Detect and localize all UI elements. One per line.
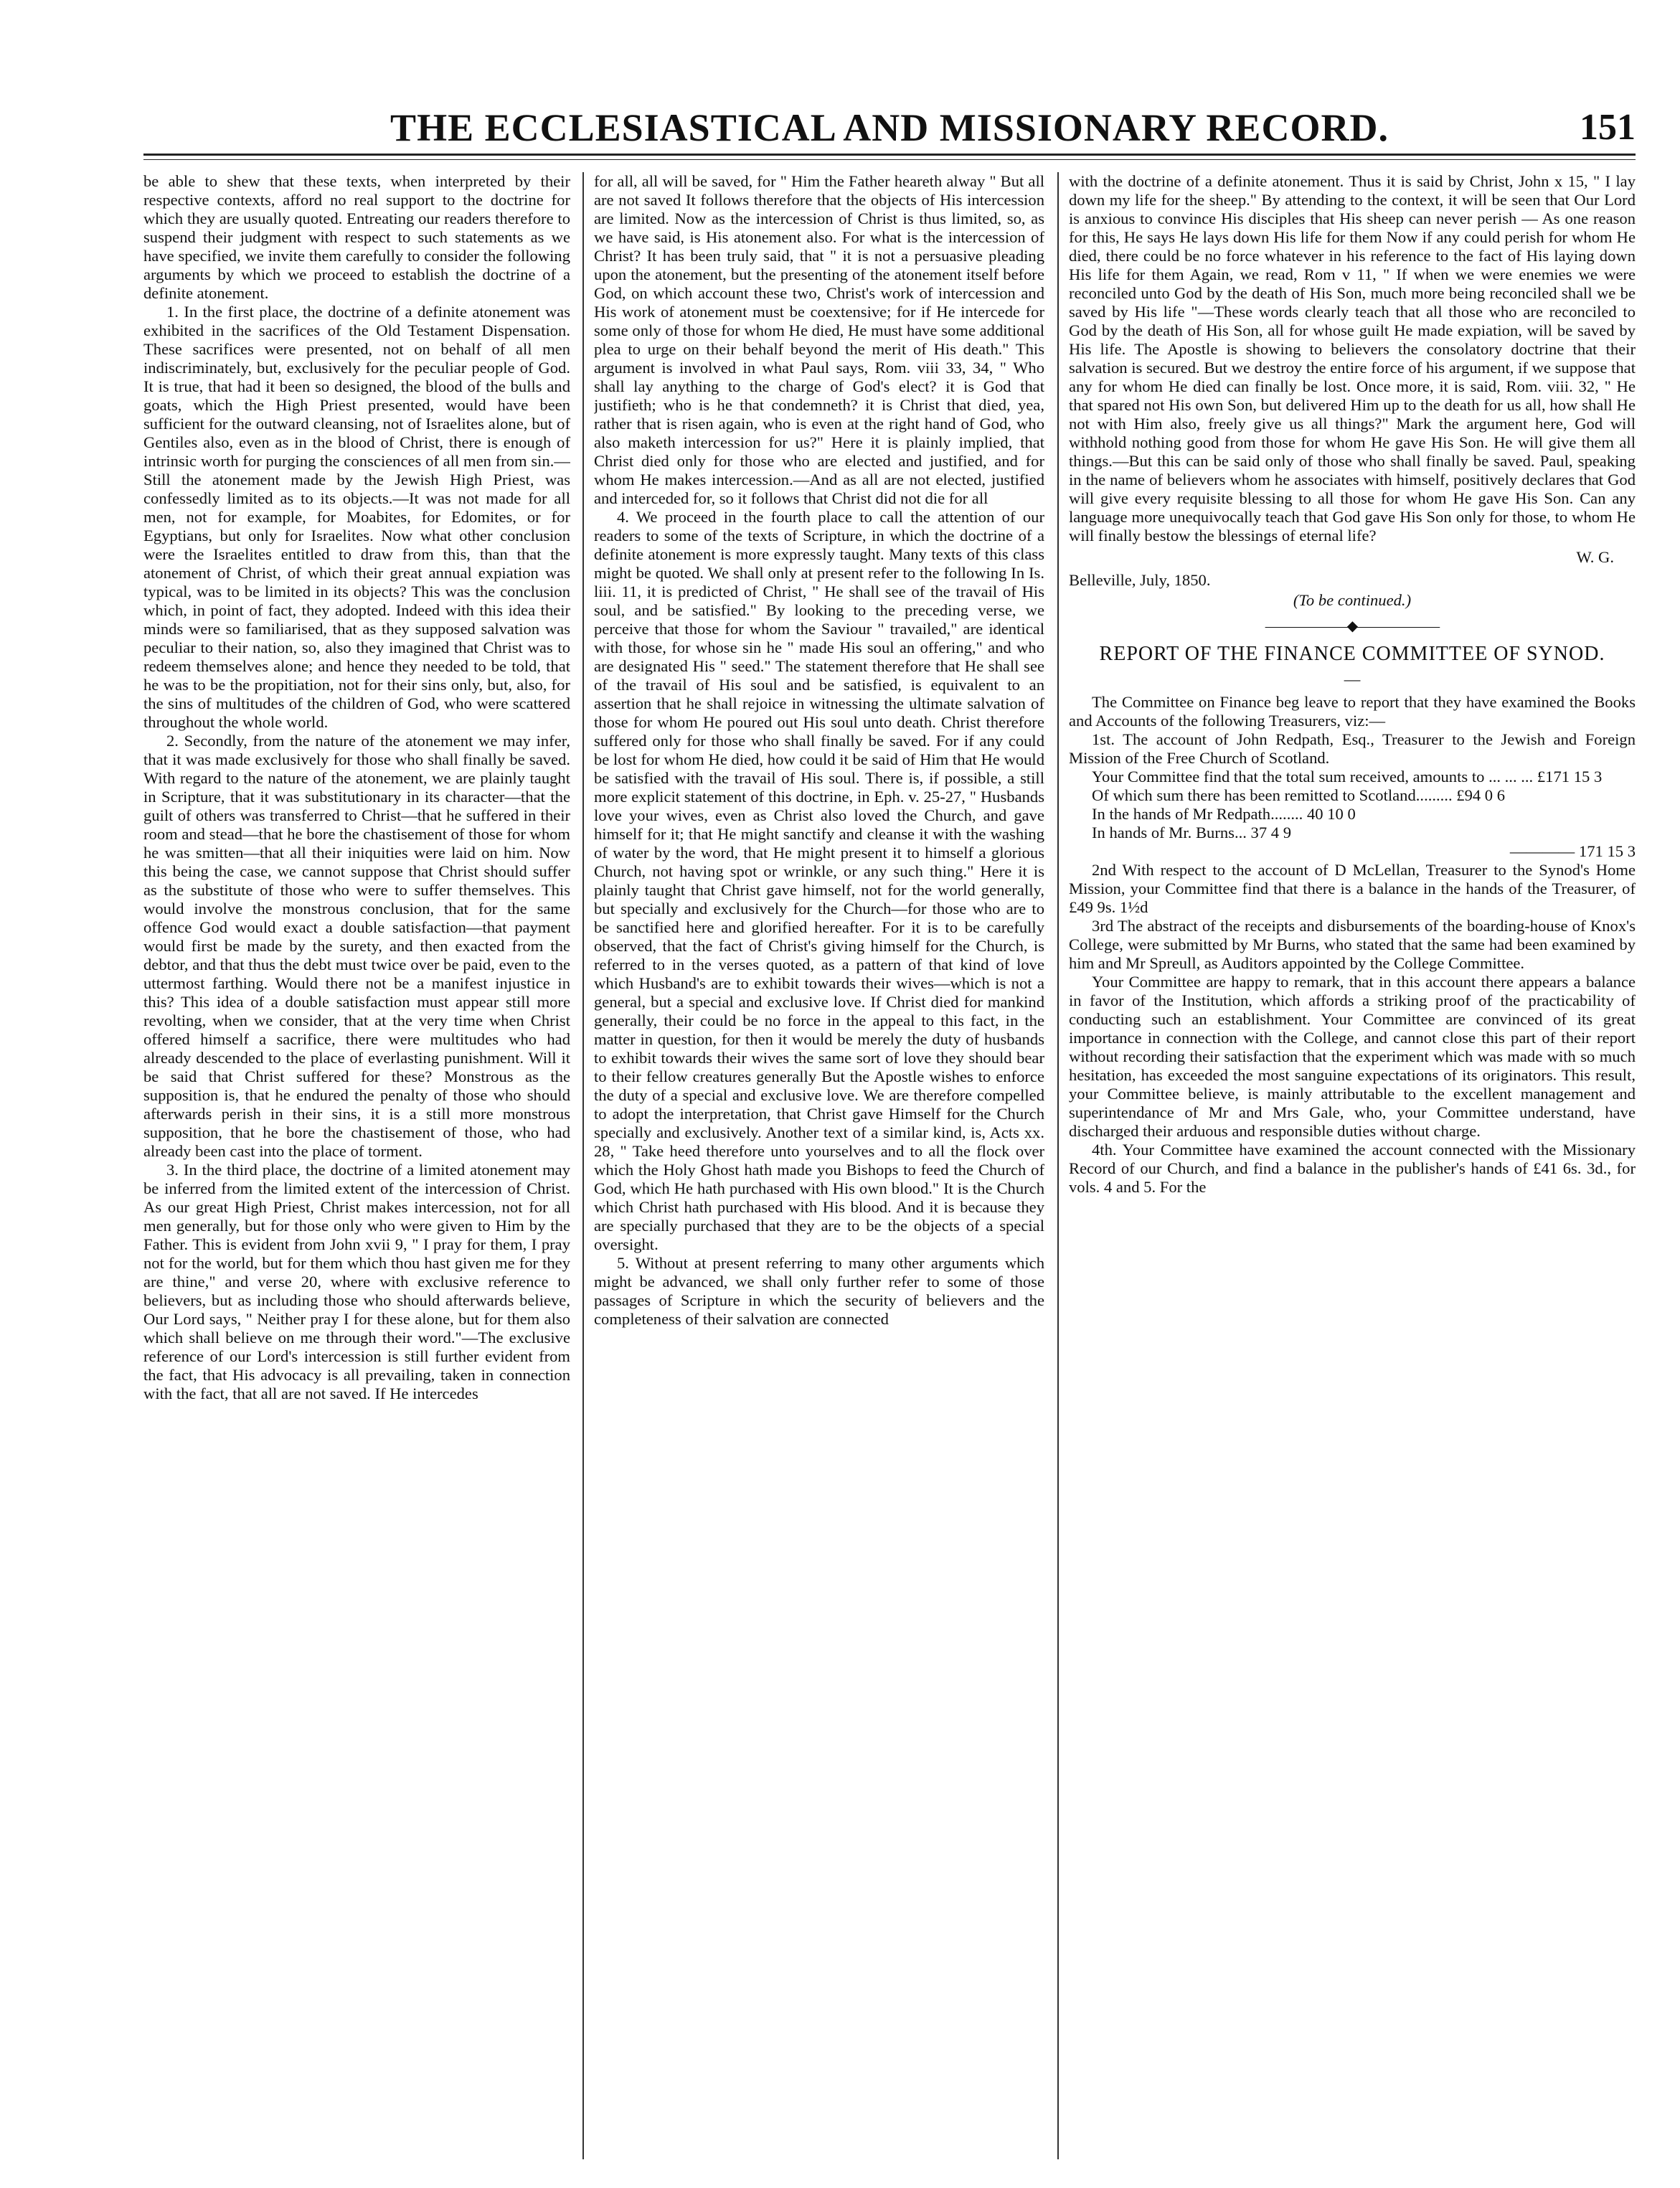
dot-leader: .........	[1415, 786, 1453, 804]
remitted-label: Of which sum there has been remitted to Scotland	[1092, 786, 1416, 804]
running-title: THE ECCLESIASTICAL AND MISSIONARY RECORD.	[390, 106, 1389, 149]
page-number: 151	[1580, 107, 1636, 148]
section-ornament: ——————◆——————	[1265, 618, 1440, 634]
col3-paragraph: with the doctrine of a definite atonement. Thus it is said by Christ, John x 15, " I lay down my life for the sheep." By attending to the context, it will be seen that Our Lord is anxious to convince His disciples that His sheep can never perish — As one reason for this, He says He lays down His life for them Now if any could perish for whom He died, there could be no force whatever in his reference to the fact of His laying down His life for them Again, we read, Rom v 11, " If when we were enemies we were reconciled unto God by the death of His Son, much more being reconciled shall we be saved by His life "—These words clearly teach that all those who are reconciled to God by the death of His Son, all for whose guilt He made expiation, will be saved by His life. The Apostle is showing to believers the consolatory doctrine that their salvation is secured. But we destroy the entire force of his argument, if we suppose that any for whom He died can finally be lost. Once more, it is said, Rom. viii. 32, " He that spared not His own Son, but delivered Him up to the death for us all, how shall He not with Him also, freely give us all things?" Mark the argument here, God will withhold nothing good from those for whom He gave His Son. He will give them all things.—But this can be said only of those who shall finally be saved. Paul, speaking in the name of believers whom he associates with himself, positively declares that God will give every requisite blessing to all those for whom He gave His Son. Can any language more unequivocally teach that God gave His Son only for those, to whom He will finally bestow the blessings of eternal life?	[1069, 172, 1636, 544]
col1-paragraph: 2. Secondly, from the nature of the atonement we may infer, that it was made exclusively for those who shall finally be saved. With regard to the nature of the atonement, we are plainly taught in Scripture, that it was substitutionary in its character—that the guilt of others was transferred to Christ—that he suffered in their room and stead—that he bore the chastisement of those for whom he was smitten—that all their iniquities were laid on him. Now this being the case, we cannot suppose that Christ should suffer as the substitute of those who were to suffer themselves. This would involve the monstrous conclusion, that for the same offence God would exact a double satisfaction—that payment would first be made by the surety, and then exacted from the debtor, and that thus the debt must twice over be paid, even to the uttermost farthing. Would there not be a manifest injustice in this? This idea of a double satisfaction must appear still more revolting, when we consider, that at the very time when Christ offered himself a sacrifice, there were multitudes who had already descended to the place of everlasting punishment. Will it be said that Christ suffered for these? Monstrous as the supposition is, that he endured the penalty of those who should afterwards perish in their sins, it is a still more monstrous supposition, that he bore the chastisement of those, who had already been cast into the place of torment.	[143, 732, 570, 1160]
header-rule-thin	[143, 159, 1636, 160]
continued-note: (To be continued.)	[1293, 591, 1412, 609]
column-3	[1069, 172, 1636, 2159]
report-paragraph: 2nd With respect to the account of D McLellan, Treasurer to the Synod's Home Mission, your Committee find that there is a balance in the hands of the Treasurer, of £49 9s. 1½d	[1069, 861, 1636, 916]
dot-leader: ........	[1270, 805, 1303, 823]
col2-paragraph: 5. Without at present referring to many other arguments which might be advanced, we shall only further refer to some of those passages of Scripture in which the security of believers and the completeness of their salvation are connected	[594, 1254, 1044, 1328]
report-paragraph: Your Committee are happy to remark, that in this account there appears a balance in favor of the Institution, which affords a striking proof of the practicability of conducting such an establishment. Your Committee are convinced of its great importance in connection with the College, and cannot close this part of their report without recording their satisfaction that the experiment which was made with so much hesitation, has exceeded the most sanguine expectations of its originators. This result, your Committee believe, is mainly attributable to the excellent management and superintendance of Mr and Mrs Gale, who, your Committee understand, have discharged their arduous and responsible duties without charge.	[1069, 973, 1636, 1140]
author-signature: W. G.	[1576, 548, 1614, 566]
header-rule	[143, 154, 1636, 156]
column-divider	[582, 172, 584, 2159]
report-paragraph: 4th. Your Committee have examined the account connected with the Missionary Record of our Church, and find a balance in the publisher's hands of £41 6s. 3d., for vols. 4 and 5. For the	[1069, 1141, 1636, 1196]
total-received-amount: £171 15 3	[1537, 768, 1603, 786]
col1-paragraph: be able to shew that these texts, when interpreted by their respective contexts, afford no real support to the doctrine for which they are usually quoted. Entreating our readers therefore to suspend their judgment with respect to such statements as we have specified, we invite them carefully to consider the following arguments by which we proceed to establish the doctrine of a definite atonement.	[143, 172, 570, 302]
account-line	[1069, 824, 1636, 842]
sum-amount: 171 15 3	[1578, 842, 1636, 860]
col1-paragraph: 3. In the third place, the doctrine of a limited atonement may be inferred from the limited extent of the intercession of Christ. As our great High Priest, Christ makes intercession, not for all men generally, but for those only who were given to Him by the Father. This is evident from John xvii 9, " I pray for them, I pray not for the world, but for them which thou hast given me for they are thine," and verse 20, where with exclusive reference to believers, but as including those who should afterwards believe, Our Lord says, " Neither pray I for these alone, but for them also which shall believe on me through their word."—The exclusive reference of our Lord's intercession is still further evident from the fact, that His advocacy is all prevailing, taken in connection with the fact, that all are not saved. If He intercedes	[143, 1161, 570, 1402]
burns-label: In hands of Mr. Burns...	[1092, 824, 1247, 841]
column-divider	[1057, 172, 1059, 2159]
report-paragraph: The Committee on Finance beg leave to report that they have examined the Books and Accounts of the following Treasurers, viz:—	[1069, 693, 1636, 730]
report-paragraph	[1069, 768, 1636, 786]
burns-amount: 37 4 9	[1250, 824, 1292, 841]
account-line	[1069, 805, 1636, 824]
place-date: Belleville, July, 1850.	[1069, 571, 1211, 589]
dot-leader: ... ... ...	[1488, 768, 1534, 786]
col2-paragraph: 4. We proceed in the fourth place to call the attention of our readers to some of the texts of Scripture, in which the doctrine of a definite atonement is more expressly taught. Many texts of this class might be quoted. We shall only at present refer to the following In Is. liii. 11, it is predicted of Christ, " He shall see of the travail of His soul, and be satisfied." By looking to the preceding verse, we perceive that those for whom the Saviour " travailed," are identical with those, for whose sin he " made His soul an offering," and who are designated His " seed." The statement therefore that He shall see of the travail of His soul and be satisfied, is equivalent to an assertion that he shall rejoice in witnessing the ultimate salvation of those for whom He poured out His soul unto death. Christ therefore suffered only for those who shall finally be saved. For if any could be lost for whom He died, how could it be said of Him that He would be satisfied with the travail of His soul. There is, if possible, a still more explicit statement of this doctrine, in Eph. v. 25-27, " Husbands love your wives, even as Christ also loved the Church, and gave himself for it; that He might sanctify and cleanse it with the washing of water by the word, that He might present it to himself a glorious Church, not having spot or wrinkle, or any such thing." Here it is plainly taught that Christ gave himself, not for the world generally, but specially and exclusively for the Church—for those who are to be sanctified here and glorified hereafter. For it is to be carefully observed, that the fact of Christ's giving himself for the Church, is referred to in the verses quoted, as a pattern of that kind of love which Husband's are to exhibit towards their wives—which is not a general, but a special and exclusive love. If Christ died for mankind generally, their could be no force in the appeal to this fact, in the matter in question, for then it would be merely the duty of husbands to exhibit towards their wives the same sort of love they should bear to their fellow creatures generally But the Apostle wishes to enforce the duty of a special and exclusive love. We are therefore compelled to adopt the interpretation, that Christ gave Himself for the Church specially and exclusively. Another text of a similar kind, is, Acts xx. 28, " Take heed therefore unto yourselves and to all the flock over which the Holy Ghost hath made you Bishops to feed the Church of God, which He hath purchased with His own blood." It is the Church which Christ hath purchased with His blood. And it is because they are specially purchased that they are to be the objects of a special oversight.	[594, 508, 1044, 1253]
col2-paragraph: for all, all will be saved, for " Him the Father heareth alway " But all are not saved It follows therefore that the objects of His intercession are limited. Now as the intercession of Christ is thus limited, so, as we have said, is His atonement also. For what is the intercession of Christ? It has been truly said, that " it is not a persuasive pleading upon the atonement, but the presenting of the atonement itself before God, on which account these two, Christ's work of intercession and His work of atonement must be coextensive; for if He intercede for some only of those for whom He died, He must have some additional plea to urge on their behalf beyond the merit of His death." This argument is involved in what Paul says, Rom. viii 33, 34, " Who shall lay anything to the charge of God's elect? it is God that justifieth; who is he that condemneth? it is Christ that died, yea, rather that is risen again, who is even at the right hand of God, who also maketh intercession for us?" Here it is plainly implied, that Christ died only for those who are elected and justified, and for whom He makes intercession.—And as all are not elected, justified and interceded for, so it follows that Christ did not die for all	[594, 172, 1044, 507]
redpath-amount: 40 10 0	[1306, 805, 1356, 823]
column-2	[594, 172, 1044, 2159]
report-paragraph: 3rd The abstract of the receipts and disbursements of the boarding-house of Knox's College, were submitted by Mr Burns, who stated that the same had been examined by him and Mr Spreull, as Auditors appointed by the College Committee.	[1069, 917, 1636, 972]
col1-paragraph: 1. In the first place, the doctrine of a definite atonement was exhibited in the sacrifices of the Old Testament Dispensation. These sacrifices were presented, not on behalf of all men indiscriminately, but, exclusively for the peculiar people of God. It is true, that had it been so designed, the blood of the bulls and goats, which the High Priest presented, would have been sufficient for the outward cleansing, not of Israelites alone, but of Gentiles also, even as in the blood of Christ, there is enough of intrinsic worth for purging the consciences of all men from sin.—Still the atonement made by the Jewish High Priest, was confessedly limited as to its objects.—It was not made for all men, not for example, for Moabites, for Edomites, or for Egyptians, but only for Israelites. Now what other conclusion were the Israelites entitled to draw from this, than that the atonement of Christ, of which their great annual expiation was typical, was to be limited in its objects? This was the conclusion which, in point of fact, they adopted. Indeed with this idea their minds were so familiarised, that as they supposed salvation was peculiar to their nation, so, also they imagined that Christ was to redeem themselves alone; and hence they needed to be told, that he was to be the propitiation, not for their sins only, but, also, for the sins of multitudes of the children of God, who were scattered throughout the whole world.	[143, 303, 570, 731]
column-1	[143, 172, 570, 2159]
report-paragraph: 1st. The account of John Redpath, Esq., Treasurer to the Jewish and Foreign Mission of the Free Church of Scotland.	[1069, 730, 1636, 767]
account-heading	[1069, 786, 1636, 805]
account-sum: ———— 171 15 3	[1509, 842, 1636, 860]
report-title: REPORT OF THE FINANCE COMMITTEE OF SYNOD.	[1099, 643, 1605, 665]
page-header	[143, 108, 1636, 148]
title-dash: —	[1344, 670, 1361, 688]
redpath-label: In the hands of Mr Redpath	[1092, 805, 1271, 823]
remitted-amount: £94 0 6	[1456, 786, 1506, 804]
total-received-text: Your Committee find that the total sum received, amounts to	[1092, 768, 1485, 786]
